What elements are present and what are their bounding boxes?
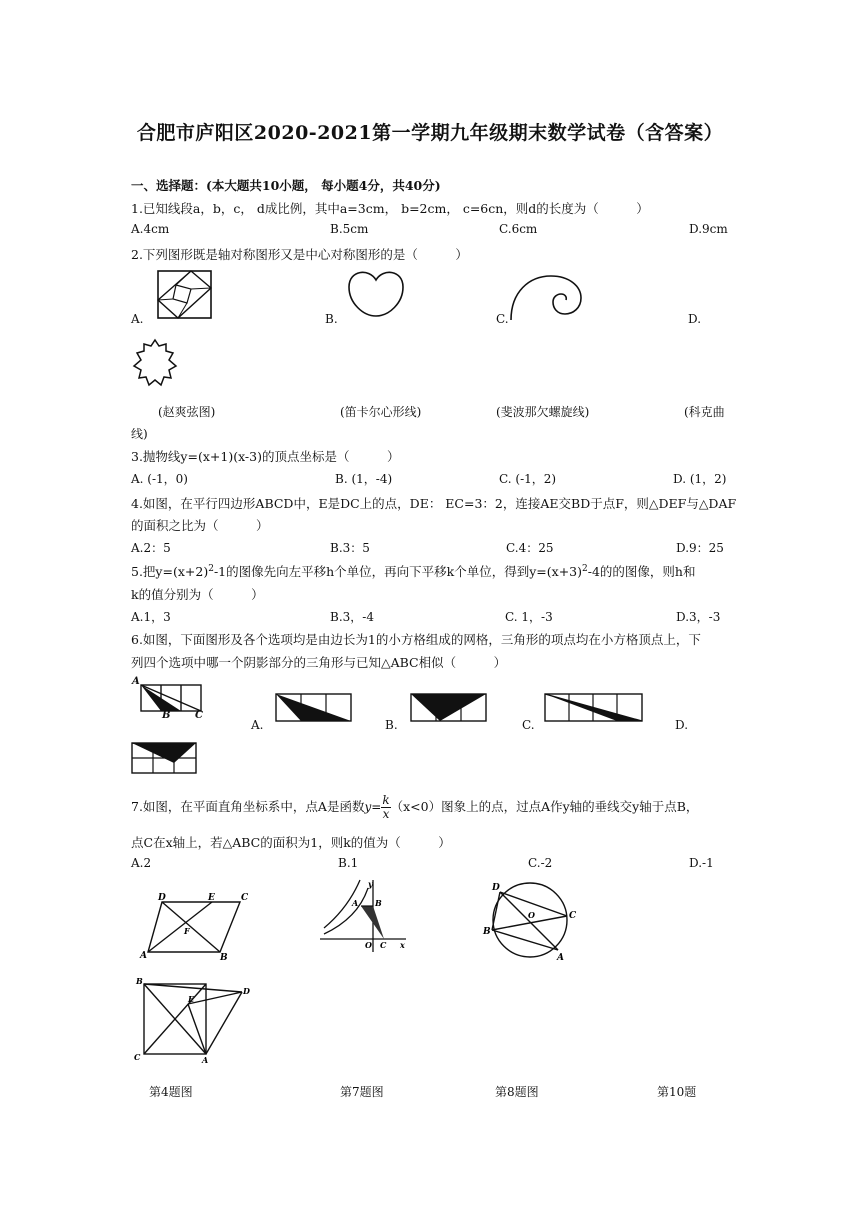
q7-option-c: C.-2 <box>528 856 553 870</box>
q7-option-a: A.2 <box>131 856 152 870</box>
q4-option-a: A.2：5 <box>131 541 171 555</box>
q5-option-c: C. 1，-3 <box>505 610 553 624</box>
q1-option-b: B.5cm <box>330 222 369 236</box>
q3-option-c: C. (-1，2) <box>499 472 557 486</box>
fig7-label-x: x <box>400 940 405 950</box>
koch-curve-figure <box>131 338 179 388</box>
question-4-line1: 4.如图，在平行四边形ABCD中，E是DC上的点，DE： EC=3：2，连接AE交BD于点F，则△DEF与△DAF <box>131 496 737 511</box>
question-1-text: 1.已知线段a，b，c， d成比例，其中a=3cm， b=2cm， c=6cn，则d的长度为（ ） <box>131 201 649 216</box>
cardioid-figure <box>347 270 405 320</box>
fig8-label-b: B <box>483 927 491 937</box>
q4-option-c: C.4：25 <box>506 541 554 555</box>
fig4-label-a: A <box>140 951 147 961</box>
q6-option-a: A. <box>251 718 264 732</box>
fibonacci-spiral-figure <box>507 272 583 322</box>
q2-caption-a: (赵爽弦图) <box>158 405 216 419</box>
q6-label-b: B <box>162 710 171 721</box>
figure-4-parallelogram <box>140 890 250 963</box>
q7-fraction: $\frac{k}{x}$ <box>382 793 390 821</box>
q6-option-b: B. <box>385 718 398 732</box>
q2-caption-d-wrap: 线) <box>131 427 148 441</box>
question-5-line1: 5.把$y=(x+2)^2-1$的图像先向左平移h个单位，再向下平移k个单位，得到$y=(x+3)^2-4$的的图像，则h和 <box>131 563 696 579</box>
question-2-text: 2.下列图形既是轴对称图形又是中心对称图形的是（ ） <box>131 247 468 262</box>
question-5-line2: k的值分别为（ ） <box>131 587 264 602</box>
q7-option-d: D.-1 <box>689 856 714 870</box>
zhao-shuang-figure <box>157 270 213 320</box>
q6-label-a: A <box>132 676 140 687</box>
q4-option-d: D.9：25 <box>676 541 724 555</box>
figure-10-quadrilateral <box>130 974 254 1066</box>
q2-caption-c: (斐波那欠螺旋线) <box>496 405 590 419</box>
caption-figure-7: 第7题图 <box>340 1085 384 1099</box>
question-6-line2: 列四个选项中哪一个阴影部分的三角形与已知△ABC相似（ ） <box>131 655 507 670</box>
q2-caption-d: (科克曲 <box>684 405 725 419</box>
q2-option-c: C. <box>496 312 509 326</box>
fig7-label-a: A <box>352 898 359 908</box>
question-7-line2: 点C在x轴上，若△ABC的面积为1，则k的值为（ ） <box>131 835 451 850</box>
q1-option-d: D.9cm <box>689 222 728 236</box>
fig4-label-f: F <box>184 926 190 936</box>
q7-option-b: B.1 <box>338 856 359 870</box>
fig10-label-b: B <box>136 976 143 986</box>
fig7-label-y: y <box>368 879 373 889</box>
q6-option-c-figure <box>544 693 644 723</box>
caption-figure-4: 第4题图 <box>149 1085 193 1099</box>
q3-option-a: A. (-1，0) <box>131 472 188 486</box>
q4-option-b: B.3：5 <box>330 541 370 555</box>
q3-option-b: B. (1，-4) <box>335 472 393 486</box>
q6-option-b-figure <box>410 693 488 723</box>
fig4-label-c: C <box>241 893 249 903</box>
q2-caption-b: (笛卡尔心形线) <box>340 405 422 419</box>
q5-option-a: A.1，3 <box>131 610 171 624</box>
q1-option-a: A.4cm <box>131 222 170 236</box>
q2-option-d: D. <box>688 312 702 326</box>
fig7-label-c: C <box>380 940 387 950</box>
q2-option-a: A. <box>131 312 144 326</box>
figure-8-circle <box>480 880 580 964</box>
q6-option-d-figure <box>131 741 199 775</box>
q5-option-d: D.3，-3 <box>676 610 721 624</box>
fig7-label-o: O <box>365 940 372 950</box>
q1-option-c: C.6cm <box>499 222 538 236</box>
caption-figure-10: 第10题 <box>657 1085 697 1099</box>
fig7-label-b: B <box>375 898 382 908</box>
fig8-label-a: A <box>557 953 564 963</box>
q6-option-a-figure <box>275 693 353 723</box>
q6-option-c: C. <box>522 718 535 732</box>
fig8-label-d: D <box>492 883 500 893</box>
section-heading: 一、选择题：(本大题共10小题， 每小题4分，共40分) <box>131 178 441 193</box>
caption-figure-8: 第8题图 <box>495 1085 539 1099</box>
page-title: 合肥市庐阳区2020-2021第一学期九年级期末数学试卷（含答案） <box>136 122 724 144</box>
q3-option-d: D. (1，2) <box>673 472 727 486</box>
fig10-label-e: E <box>188 994 195 1004</box>
fig8-label-o: O <box>528 910 535 920</box>
question-6-line1: 6.如图，下面图形及各个选项均是由边长为1的小方格组成的网格，三角形的项点均在小方格顶点上，下 <box>131 632 701 647</box>
fig4-label-d: D <box>158 893 166 903</box>
q5-option-b: B.3，-4 <box>330 610 374 624</box>
fig10-label-c: C <box>134 1052 141 1062</box>
q6-label-c: C <box>195 710 203 721</box>
q2-option-b: B. <box>325 312 338 326</box>
fig10-label-a: A <box>202 1055 209 1065</box>
question-7-line1: 7.如图，在平面直角坐标系中，点A是函数y= $\frac{k}{x}$ （x<0）图象上的点，过点A作y轴的垂线交y轴于点B， <box>131 793 699 821</box>
figure-7-coordinate <box>318 878 410 954</box>
q6-option-d: D. <box>675 718 689 732</box>
fig4-label-e: E <box>208 893 215 903</box>
question-3-text: 3.抛物线y=(x+1)(x-3)的顶点坐标是（ ） <box>131 449 400 464</box>
question-4-line2: 的面积之比为（ ） <box>131 518 269 533</box>
fig8-label-c: C <box>569 911 577 921</box>
fig4-label-b: B <box>220 953 228 963</box>
fig10-label-d: D <box>243 986 250 996</box>
